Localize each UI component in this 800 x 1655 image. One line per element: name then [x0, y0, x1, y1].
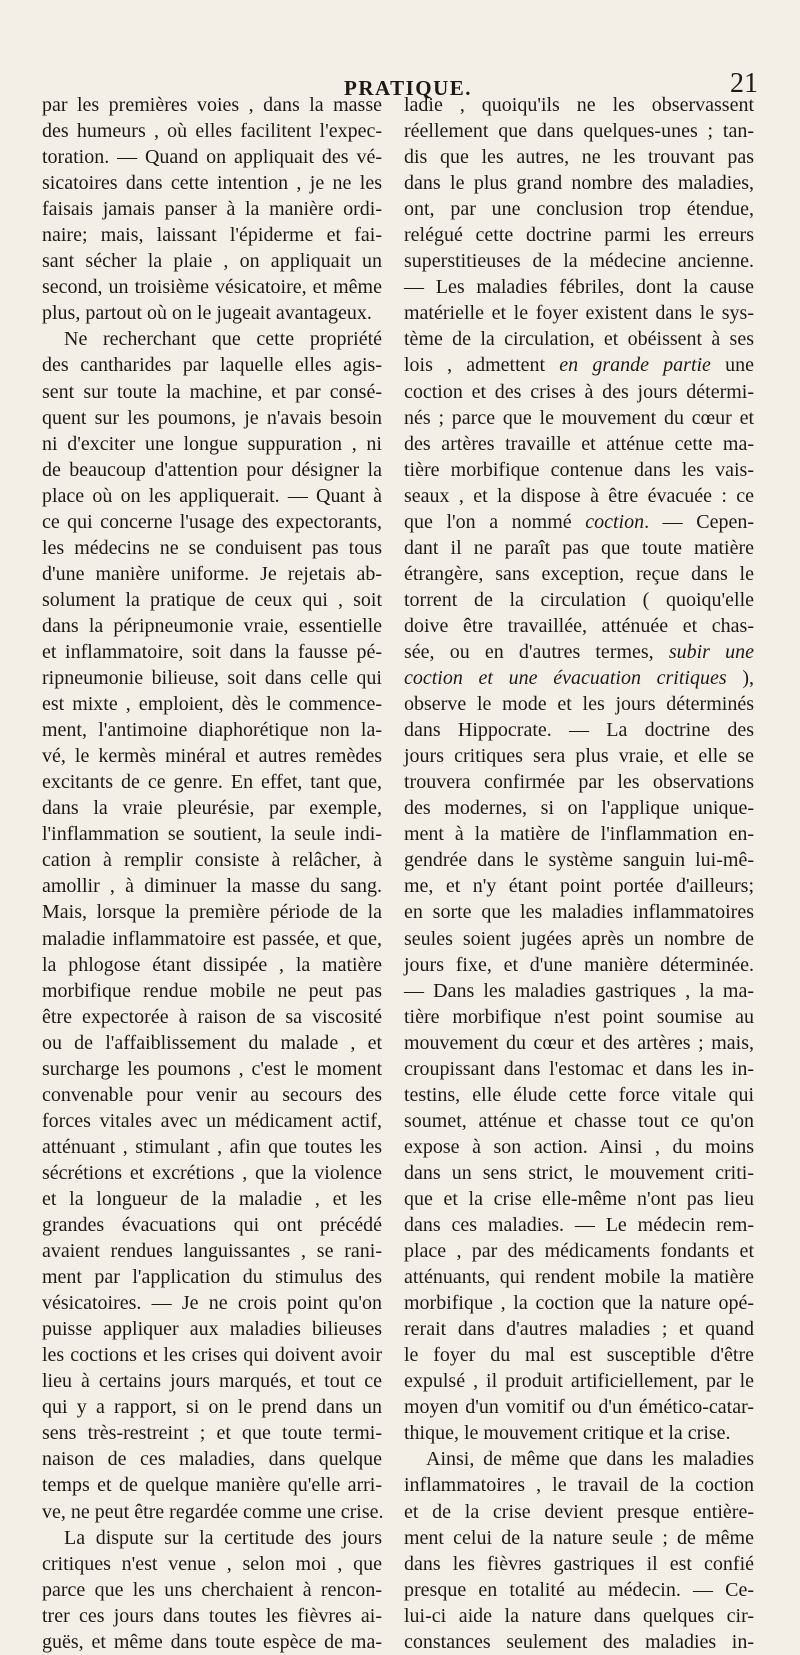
text-line: d'une manière uniforme. Je rejetais ab- — [42, 562, 382, 585]
text-line: jours fixe, et d'une manière déterminée. — [404, 953, 754, 976]
text-line: second, un troisième vésicatoire, et même — [42, 276, 382, 299]
text-line: naire; mais, laissant l'épiderme et fai- — [42, 224, 382, 247]
text-line: des modernes, si on l'applique unique- — [404, 797, 754, 820]
text-line: place , par des médicaments fondants et — [404, 1240, 754, 1263]
text-line: dans la vraie pleurésie, par exemple, — [42, 797, 382, 820]
text-line: cation à remplir consiste à relâcher, à — [42, 849, 382, 872]
text-line: tière morbifique n'est point soumise au — [404, 1005, 754, 1028]
page-number: 21 — [730, 68, 758, 99]
text-line: lui-ci aide la nature dans quelques cir- — [404, 1604, 754, 1627]
text-line: mouvement du cœur et des artères ; mais, — [404, 1031, 754, 1054]
text-line: lieu à certains jours marqués, et tout ce — [42, 1370, 382, 1393]
text-line: ment, l'antimoine diaphorétique non la- — [42, 719, 382, 742]
left-text-column — [42, 92, 382, 1655]
text-line: surcharge les poumons , c'est le moment — [42, 1057, 382, 1080]
text-line: dans Hippocrate. — La doctrine des — [404, 719, 754, 742]
text-line: matérielle et le foyer existent dans le sys- — [404, 302, 754, 325]
text-line: coction et des crises à des jours détermi- — [404, 380, 754, 403]
text-line: ont, par une conclusion trop étendue, — [404, 198, 754, 221]
text-line: maladie inflammatoire est passée, et que, — [42, 927, 382, 950]
text-line: expulsé , il produit artificiellement, par le — [404, 1370, 754, 1393]
text-line: moyen d'un vomitif ou d'un émético-catar- — [404, 1396, 754, 1419]
text-line: superstitieuses de la médecine ancienne. — [404, 250, 754, 273]
text-line: réellement que dans quelques-unes ; tan- — [404, 120, 754, 143]
text-line: sant sécher la plaie , on appliquait un — [42, 250, 382, 273]
text-line: en sorte que les maladies inflammatoires — [404, 901, 754, 924]
text-line: guës, et même dans toute espèce de ma- — [42, 1630, 382, 1653]
text-line: atténuant , stimulant , afin que toutes les — [42, 1135, 382, 1158]
text-line: tème de la circulation, et obéissent à ses — [404, 328, 754, 351]
text-line: rerait dans d'autres maladies ; et quand — [404, 1318, 754, 1341]
text-line: par les premières voies , dans la masse — [42, 94, 382, 116]
text-line: grandes évacuations qui ont précédé — [42, 1214, 382, 1237]
text-line: des artères travaille et atténue cette ma- — [404, 432, 754, 455]
text-line: est mixte , emploient, dès le commence- — [42, 693, 382, 716]
text-line: étrangère, sans exception, reçue dans le — [404, 562, 754, 585]
text-line: qui y a rapport, si on le prend dans un — [42, 1396, 382, 1419]
text-line: — Les maladies fébriles, dont la cause — [404, 276, 754, 299]
text-line: l'inflammation se soutient, la seule indi- — [42, 823, 382, 846]
text-line: vé, le kermès minéral et autres remèdes — [42, 745, 382, 768]
text-line: — Dans les maladies gastriques , la ma- — [404, 979, 754, 1002]
text-line: constances seulement des maladies in- — [404, 1630, 754, 1653]
text-line: me, et n'y étant point portée d'ailleurs; — [404, 875, 754, 898]
right-text-column — [404, 92, 754, 1655]
text-line: soumet, atténue et chasse tout ce qu'on — [404, 1109, 754, 1132]
text-line: sicatoires dans cette intention , je ne les — [42, 172, 382, 195]
text-line: sée, ou en d'autres termes, subir une — [404, 640, 754, 663]
running-head — [0, 36, 800, 100]
text-line: amollir , à diminuer la masse du sang. — [42, 875, 382, 898]
text-line: trouvera confirmée par les observations — [404, 771, 754, 794]
text-line: ce qui concerne l'usage des expectorants, — [42, 510, 382, 533]
text-line: dant il ne paraît pas que toute matière — [404, 536, 754, 559]
text-line: relégué cette doctrine parmi les erreurs — [404, 224, 754, 247]
text-line: torrent de la circulation ( quoiqu'elle — [404, 588, 754, 611]
text-line: et la longueur de la maladie , et les — [42, 1187, 382, 1210]
text-line: dans le plus grand nombre des maladies, — [404, 172, 754, 195]
text-line: Mais, lorsque la première période de la — [42, 901, 382, 924]
text-line: ripneumonie bilieuse, soit dans celle qui — [42, 667, 382, 690]
text-line: seules soient jugées après un nombre de — [404, 927, 754, 950]
text-line: plus, partout où on le jugeait avantageux. — [42, 302, 372, 325]
text-line: dans ces maladies. — Le médecin rem- — [404, 1214, 754, 1237]
text-line: et inflammatoire, soit dans la fausse pé- — [42, 640, 382, 663]
text-line: observe le mode et les jours déterminés — [404, 693, 754, 716]
text-line: faisais jamais panser à la manière ordi- — [42, 198, 382, 221]
text-line: expose à son action. Ainsi , du moins — [404, 1135, 754, 1158]
text-line: des humeurs , où elles facilitent l'expec- — [42, 120, 382, 143]
text-line: sens très-restreint ; et que toute termi- — [42, 1422, 382, 1445]
text-line: sécrétions et excrétions , que la violence — [42, 1161, 382, 1184]
text-line: avaient rendues languissantes , se rani- — [42, 1240, 382, 1263]
text-line: ou de l'affaiblissement du malade , et — [42, 1031, 382, 1054]
text-line: ladie , quoiqu'ils ne les observassent — [404, 94, 754, 116]
text-line: ni d'exciter une longue suppuration , ni — [42, 432, 382, 455]
text-line: forces vitales avec un médicament actif, — [42, 1109, 382, 1132]
text-line: inflammatoires , le travail de la coction — [404, 1474, 754, 1497]
text-line: convenable pour venir au secours des — [42, 1083, 382, 1106]
text-line: les coctions et les crises qui doivent avoir — [42, 1344, 382, 1367]
text-line: coction et une évacuation critiques ), — [404, 667, 754, 690]
text-line: et de la crise devient presque entière- — [404, 1500, 754, 1523]
text-line: puisse appliquer aux maladies bilieuses — [42, 1318, 382, 1341]
text-line: thique, le mouvement critique et la crise. — [404, 1422, 731, 1445]
text-line: seaux , et la dispose à être évacuée : ce — [404, 484, 754, 507]
text-line: vésicatoires. — Je ne crois point qu'on — [42, 1292, 382, 1315]
text-line: ve, ne peut être regardée comme une crise. — [42, 1500, 384, 1523]
text-line: morbifique rendue mobile ne peut pas — [42, 979, 382, 1002]
text-line: trer ces jours dans toutes les fièvres ai- — [42, 1604, 382, 1627]
text-line: naison de ces maladies, dans quelque — [42, 1448, 382, 1471]
text-line: la phlogose étant dissipée , la matière — [42, 953, 382, 976]
text-line: être expectorée à raison de sa viscosité — [42, 1005, 382, 1028]
text-line: ment celui de la nature seule ; de même — [404, 1526, 754, 1549]
text-line: toration. — Quand on appliquait des vé- — [42, 146, 382, 169]
text-line: ment à la matière de l'inflammation en- — [404, 823, 754, 846]
text-line: les médecins ne se conduisent pas tous — [42, 536, 382, 559]
text-line: jours critiques sera plus vraie, et elle se — [404, 745, 754, 768]
text-line: de beaucoup d'attention pour désigner la — [42, 458, 382, 481]
text-line: sent sur toute la machine, et par consé- — [42, 380, 382, 403]
text-line: Ainsi, de même que dans les maladies — [426, 1448, 754, 1471]
text-line: atténuants, qui rendent mobile la matière — [404, 1266, 754, 1289]
text-line: que et la crise elle-même n'ont pas lieu — [404, 1187, 754, 1210]
text-line: dans la péripneumonie vraie, essentielle — [42, 614, 382, 637]
text-line: gendrée dans le système sanguin lui-mê- — [404, 849, 754, 872]
text-line: solument la pratique de ceux qui , soit — [42, 588, 382, 611]
text-line: dans les fièvres gastriques il est confié — [404, 1552, 754, 1575]
text-line: le foyer du mal est susceptible d'être — [404, 1344, 754, 1367]
text-line: tière morbifique contenue dans les vais- — [404, 458, 754, 481]
text-line: place où on les appliquerait. — Quant à — [42, 484, 382, 507]
text-line: nés ; parce que le mouvement du cœur et — [404, 406, 754, 429]
text-line: des cantharides par laquelle elles agis- — [42, 354, 382, 377]
text-line: temps et de quelque manière qu'elle arri- — [42, 1474, 382, 1497]
text-line: dis que les autres, ne les trouvant pas — [404, 146, 754, 169]
text-line: excitants de ce genre. En effet, tant que, — [42, 771, 382, 794]
text-line: morbifique , la coction que la nature opé- — [404, 1292, 754, 1315]
text-line: ment par l'application du stimulus des — [42, 1266, 382, 1289]
text-line: critiques n'est venue , selon moi , que — [42, 1552, 382, 1575]
text-line: La dispute sur la certitude des jours — [64, 1526, 382, 1549]
text-line: dans un sens strict, le mouvement criti- — [404, 1161, 754, 1184]
text-line: Ne recherchant que cette propriété — [64, 328, 382, 351]
text-line: lois , admettent en grande partie une — [404, 354, 754, 377]
text-line: testins, elle élude cette force vitale qui — [404, 1083, 754, 1106]
text-line: que l'on a nommé coction. — Cepen- — [404, 510, 754, 533]
text-line: presque en totalité au médecin. — Ce- — [404, 1578, 754, 1601]
text-line: doive être travaillée, atténuée et chas- — [404, 614, 754, 637]
text-line: croupissant dans l'estomac et dans les in- — [404, 1057, 754, 1080]
text-line: parce que les uns cherchaient à rencon- — [42, 1578, 382, 1601]
running-title: PRATIQUE. — [344, 76, 473, 100]
text-line: quent sur les poumons, je n'avais besoin — [42, 406, 382, 429]
